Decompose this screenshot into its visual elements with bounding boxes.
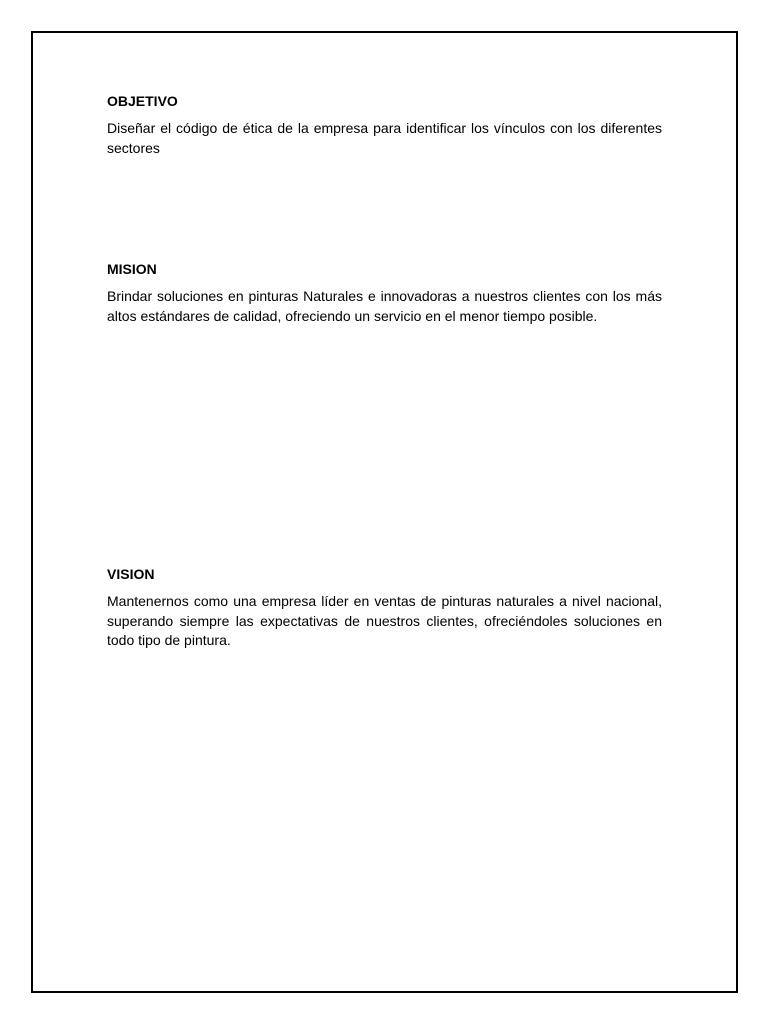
section-heading-objetivo: OBJETIVO — [107, 93, 178, 109]
section-heading-vision: VISION — [107, 566, 155, 582]
section-text-objetivo: Diseñar el código de ética de la empresa para identificar los vínculos con los diferentes sectores — [107, 120, 662, 156]
section-text-mision: Brindar soluciones en pinturas Naturales e innovadoras a nuestros clientes con los más altos estándares de calidad, ofreciendo un servicio en el menor tiempo posible. — [107, 288, 662, 324]
section-vision — [107, 565, 662, 651]
section-objetivo — [107, 92, 662, 158]
section-mision — [107, 260, 662, 326]
section-heading-mision: MISION — [107, 261, 157, 277]
document-page — [31, 31, 738, 993]
section-text-vision: Mantenernos como una empresa líder en ventas de pinturas naturales a nivel nacional, superando siempre las expectativas de nuestros clientes, ofreciéndoles soluciones en todo tipo de pintura. — [107, 593, 662, 648]
